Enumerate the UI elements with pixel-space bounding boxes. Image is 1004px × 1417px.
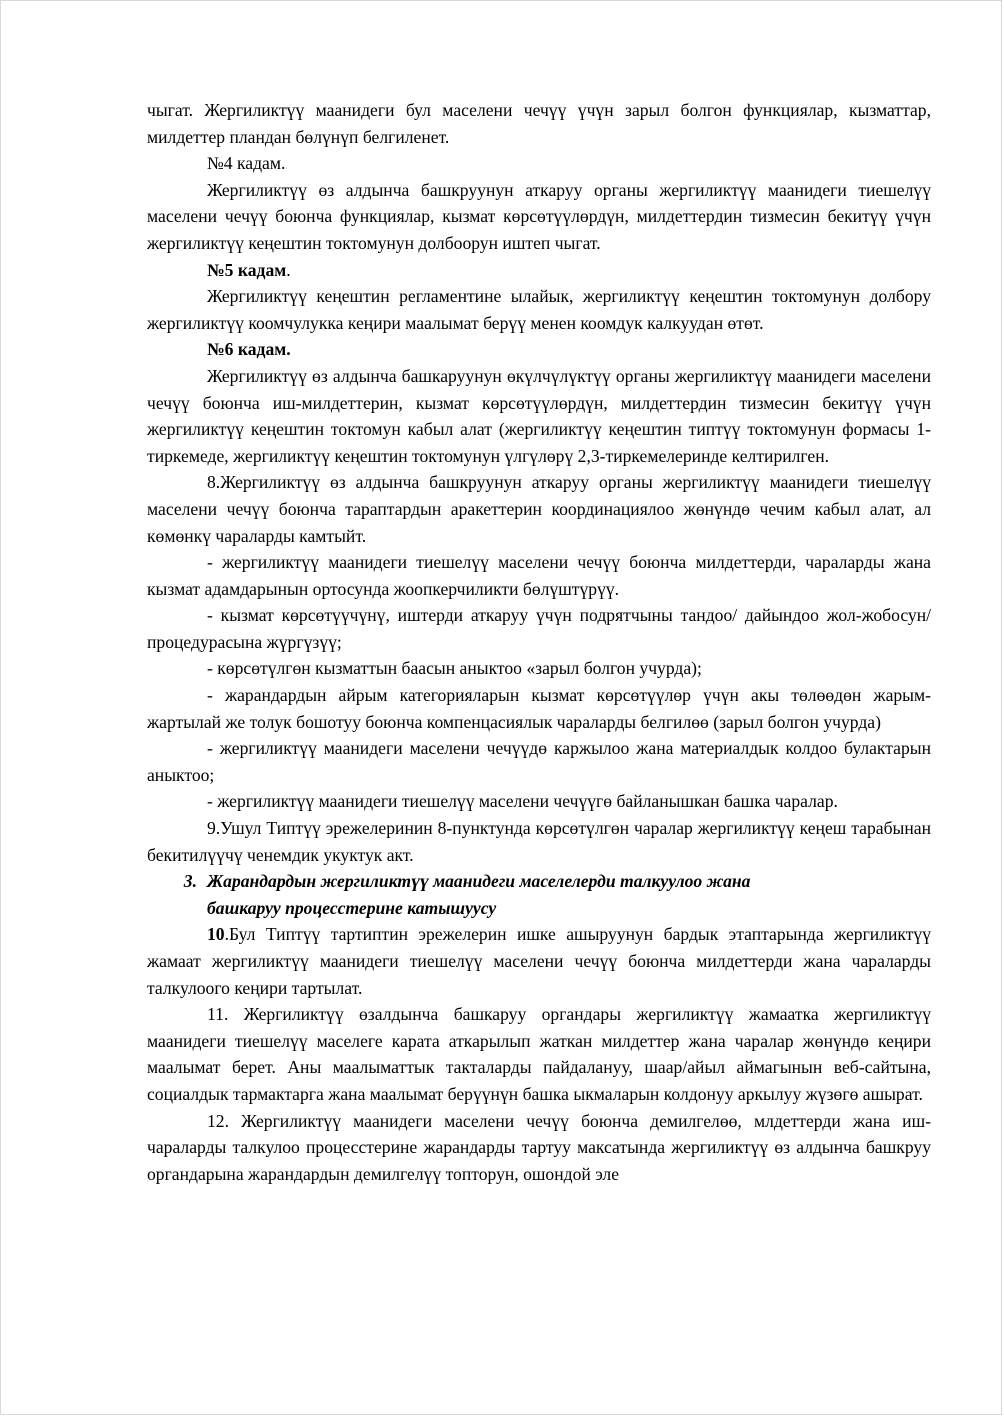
step-5-label-text: №5 кадам — [207, 259, 287, 280]
step-4-label: №4 кадам. — [207, 153, 286, 174]
section-3-heading — [147, 868, 931, 921]
list-item: - жергиликтүү маанидеги тиешелүү маселени чечүүгө байланышкан башка чаралар. — [207, 791, 838, 812]
paragraph-text: .Бул Типтүү тартиптин эрежелерин ишке ашыруунун бардык этаптарында жергиликтүү жамаат жергиликтүү маанидеги тиешелүү маселени чечүү боюнча милдеттерди жана чараларды талкулоого кеңири тартылат. — [147, 924, 931, 998]
list-item: - көрсөтүлгөн кызматтын баасын аныктоо «зарыл болгон учурда); — [207, 658, 702, 679]
paragraph-number: 10 — [207, 924, 225, 945]
step-5-label — [147, 257, 931, 284]
paragraph: 8.Жергиликтүү өз алдынча башкруунун аткаруу органы жергиликтүү маанидеги тиешелүү маселени чечүү боюнча тараптардын аракеттерин координациялоо жөнүндө чечим кабыл алат, ал көмөнкү чараларды камтыйт. — [147, 472, 931, 546]
paragraph: Жергиликтүү кеңештин регламентине ылайык, жергиликтүү кеңештин токтомунун долбору жергиликтүү коомчулукка кеңири маалымат берүү менен коомдук калкуудан өтөт. — [147, 286, 931, 333]
list-item: - кызмат көрсөтүүчүнү, иштерди аткаруу үчүн подрятчыны тандоо/ дайындоо жол-жобосун/ процедурасына жүргүзүү; — [147, 605, 931, 652]
list-item: - жарандардын айрым категорияларын кызмат көрсөтүүлөр үчүн акы төлөөдөн жарым-жартылай же толук бошотуу боюнча компенцасиялык чараларды белгилөө (зарыл болгон учурда) — [147, 685, 931, 732]
list-item: - жергиликтүү маанидеги тиешелүү маселени чечүү боюнча милдеттерди, чараларды жана кызмат адамдарынын ортосунда жоопкерчиликти бөлүштүрүү. — [147, 552, 931, 599]
paragraph: Жергиликтүү өз алдынча башкруунун аткаруу органы жергиликтүү маанидеги тиешелүү маселени чечүү боюнча функциялар, кызмат көрсөтүүлөрдүн, милдеттердин тизмесин бекитүү үчүн жергиликтүү кеңештин токтомунун долбоорун иштеп чыгат. — [147, 179, 931, 253]
document-body — [147, 97, 931, 1187]
section-3-title-line-2: башкаруу процесстерине катышуусу — [207, 897, 497, 918]
paragraph: 9.Ушул Типтүү эрежелеринин 8-пунктунда көрсөтүлгөн чаралар жергиликтүү кеңеш тарабынан бекитилүүчү ченемдик укуктук акт. — [147, 818, 931, 865]
paragraph: 11. Жергиликтүү өзалдынча башкаруу органдары жергиликтүү жамаатка жергиликтүү маанидеги тиешелүү маселеге карата аткарылып жаткан милдеттер жана чаралар жөнүндө кеңири маалымат берет. Аны маалыматтык такталарды пайдалануу, шаар/айыл аймагынын веб-сайтына, социалдык тармактарга жана маалымат берүүнүн башка ыкмаларын колдонуу аркылуу жүзөгө ашырат. — [147, 1004, 931, 1104]
paragraph: чыгат. Жергиликтүү маанидеги бул маселени чечүү үчүн зарыл болгон функциялар, кызматтар, милдеттер пландан бөлүнүп белгиленет. — [147, 100, 931, 147]
section-3-number: 3. — [183, 871, 197, 892]
step-5-label-dot: . — [286, 259, 291, 280]
paragraph — [147, 921, 931, 1001]
paragraph: 12. Жергиликтүү маанидеги маселени чечүү боюнча демилгелөө, млдеттерди жана иш-чараларды талкулоо процесстерине жарандарды тартуу максатында жергиликтүү өз алдынча башкруу органдарына жарандардын демилгелүү топторун, ошондой эле — [147, 1110, 931, 1184]
step-6-label: №6 кадам. — [207, 339, 291, 360]
list-item: - жергиликтүү маанидеги маселени чечүүдө каржылоо жана материалдык колдоо булактарын аныктоо; — [147, 738, 931, 785]
paragraph: Жергиликтүү өз алдынча башкаруунун өкүлчүлүктүү органы жергиликтүү маанидеги маселени чечүү боюнча иш-милдеттерин, кызмат көрсөтүүлөрдүн, милдеттердин тизмесин бекитүү үчүн жергиликтүү кеңештин токтомун кабыл алат (жергиликтүү кеңештин типтүү токтомунун формасы 1-тиркемеде, жергиликтүү кеңештин токтомунун үлгүлөрү 2,3-тиркемелеринде келтирилген. — [147, 365, 931, 466]
section-3-title-line-1: Жарандардын жергиликтүү маанидеги маселелерди талкуулоо жана — [207, 871, 751, 892]
